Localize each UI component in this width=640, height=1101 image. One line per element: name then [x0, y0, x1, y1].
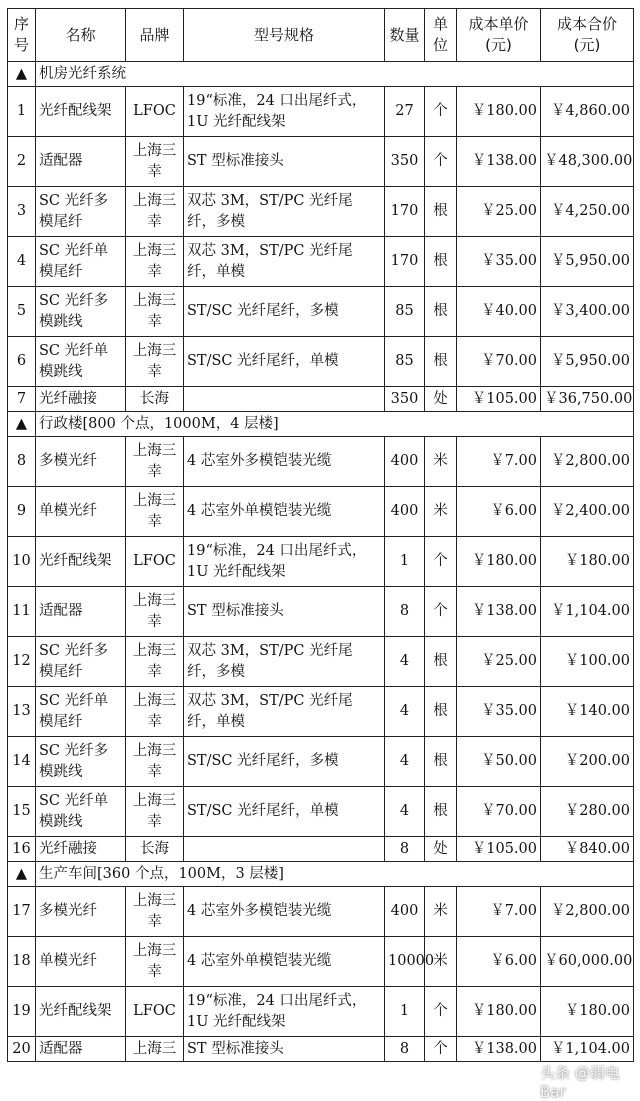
unit-cell: 根: [425, 687, 457, 737]
quantity-cell: 400: [385, 487, 425, 537]
table-row: [8, 737, 634, 787]
quantity-cell: 4: [385, 787, 425, 837]
section-row: [8, 862, 634, 887]
total-price-cell: ￥180.00: [541, 987, 634, 1037]
section-row: [8, 62, 634, 87]
item-name-cell: 光纤融接: [36, 387, 126, 412]
spec-cell: ST/SC 光纤尾纤，单模: [184, 337, 385, 387]
spec-cell: 19“标准，24 口出尾纤式，1U 光纤配线架: [184, 87, 385, 137]
spec-cell: ST 型标准接头: [184, 1037, 385, 1062]
total-price-cell: ￥1,104.00: [541, 587, 634, 637]
spec-cell: 19“标准，24 口出尾纤式，1U 光纤配线架: [184, 987, 385, 1037]
row-no-cell: 7: [8, 387, 36, 412]
table-row: [8, 187, 634, 237]
unit-price-cell: ￥6.00: [457, 937, 541, 987]
item-name-cell: 光纤配线架: [36, 537, 126, 587]
section-marker-icon: ▲: [8, 862, 36, 887]
item-name-cell: 多模光纤: [36, 437, 126, 487]
row-no-cell: 20: [8, 1037, 36, 1062]
unit-cell: 根: [425, 637, 457, 687]
brand-cell: 上海三幸: [126, 437, 184, 487]
brand-cell: LFOC: [126, 987, 184, 1037]
brand-cell: 上海三幸: [126, 487, 184, 537]
unit-cell: 个: [425, 137, 457, 187]
spec-cell: 双芯 3M，ST/PC 光纤尾纤，单模: [184, 237, 385, 287]
unit-price-cell: ￥7.00: [457, 887, 541, 937]
brand-cell: LFOC: [126, 87, 184, 137]
item-name-cell: 适配器: [36, 1037, 126, 1062]
unit-cell: 米: [425, 937, 457, 987]
spec-cell: ST/SC 光纤尾纤，多模: [184, 287, 385, 337]
total-price-cell: ￥4,250.00: [541, 187, 634, 237]
table-row: [8, 387, 634, 412]
header-no: 序号: [8, 9, 36, 62]
unit-price-cell: ￥138.00: [457, 137, 541, 187]
quantity-cell: 85: [385, 337, 425, 387]
unit-cell: 米: [425, 487, 457, 537]
item-name-cell: SC 光纤单模跳线: [36, 787, 126, 837]
row-no-cell: 17: [8, 887, 36, 937]
unit-price-cell: ￥25.00: [457, 187, 541, 237]
unit-cell: 个: [425, 87, 457, 137]
spec-cell: 4 芯室外单模铠装光缆: [184, 487, 385, 537]
section-marker-icon: ▲: [8, 62, 36, 87]
row-no-cell: 14: [8, 737, 36, 787]
unit-price-cell: ￥35.00: [457, 687, 541, 737]
unit-price-cell: ￥138.00: [457, 587, 541, 637]
unit-price-cell: ￥50.00: [457, 737, 541, 787]
brand-cell: 上海三幸: [126, 787, 184, 837]
quantity-cell: 10000: [385, 937, 425, 987]
section-title: 机房光纤系统: [36, 62, 634, 87]
brand-cell: 上海三幸: [126, 937, 184, 987]
row-no-cell: 9: [8, 487, 36, 537]
unit-price-cell: ￥180.00: [457, 537, 541, 587]
table-row: [8, 537, 634, 587]
total-price-cell: ￥36,750.00: [541, 387, 634, 412]
unit-cell: 米: [425, 437, 457, 487]
spec-cell: 4 芯室外多模铠装光缆: [184, 887, 385, 937]
table-row: [8, 287, 634, 337]
row-no-cell: 12: [8, 637, 36, 687]
total-price-cell: ￥2,800.00: [541, 437, 634, 487]
unit-cell: 根: [425, 287, 457, 337]
table-row: [8, 687, 634, 737]
quantity-cell: 170: [385, 187, 425, 237]
item-name-cell: SC 光纤单模跳线: [36, 337, 126, 387]
unit-cell: 个: [425, 987, 457, 1037]
item-name-cell: SC 光纤单模尾纤: [36, 237, 126, 287]
total-price-cell: ￥200.00: [541, 737, 634, 787]
header-total-price: 成本合价(元): [541, 9, 634, 62]
table-row: [8, 587, 634, 637]
quantity-cell: 170: [385, 237, 425, 287]
unit-price-cell: ￥180.00: [457, 87, 541, 137]
item-name-cell: 光纤融接: [36, 837, 126, 862]
quantity-cell: 1: [385, 987, 425, 1037]
total-price-cell: ￥2,400.00: [541, 487, 634, 537]
row-no-cell: 15: [8, 787, 36, 837]
total-price-cell: ￥100.00: [541, 637, 634, 687]
brand-cell: 长海: [126, 837, 184, 862]
total-price-cell: ￥840.00: [541, 837, 634, 862]
unit-price-cell: ￥138.00: [457, 1037, 541, 1062]
table-row: [8, 337, 634, 387]
section-title: 生产车间[360 个点，100M，3 层楼]: [36, 862, 634, 887]
table-row: [8, 837, 634, 862]
quantity-cell: 350: [385, 137, 425, 187]
total-price-cell: ￥48,300.00: [541, 137, 634, 187]
header-row: [8, 9, 634, 62]
spec-cell: 双芯 3M，ST/PC 光纤尾纤，单模: [184, 687, 385, 737]
unit-cell: 根: [425, 737, 457, 787]
spec-cell: ST 型标准接头: [184, 137, 385, 187]
quantity-cell: 8: [385, 1037, 425, 1062]
spec-cell: [184, 387, 385, 412]
item-name-cell: 适配器: [36, 587, 126, 637]
table-row: [8, 237, 634, 287]
quantity-cell: 4: [385, 687, 425, 737]
quantity-cell: 350: [385, 387, 425, 412]
row-no-cell: 4: [8, 237, 36, 287]
unit-cell: 个: [425, 1037, 457, 1062]
unit-cell: 个: [425, 587, 457, 637]
total-price-cell: ￥280.00: [541, 787, 634, 837]
table-row: [8, 987, 634, 1037]
item-name-cell: 单模光纤: [36, 937, 126, 987]
brand-cell: 上海三: [126, 1037, 184, 1062]
row-no-cell: 19: [8, 987, 36, 1037]
header-brand: 品牌: [126, 9, 184, 62]
spec-cell: 双芯 3M，ST/PC 光纤尾纤，多模: [184, 637, 385, 687]
total-price-cell: ￥60,000.00: [541, 937, 634, 987]
table-body: [8, 62, 634, 1062]
item-name-cell: 多模光纤: [36, 887, 126, 937]
brand-cell: 上海三幸: [126, 237, 184, 287]
item-name-cell: 单模光纤: [36, 487, 126, 537]
total-price-cell: ￥1,104.00: [541, 1037, 634, 1062]
row-no-cell: 5: [8, 287, 36, 337]
unit-cell: 根: [425, 237, 457, 287]
section-marker-icon: ▲: [8, 412, 36, 437]
unit-cell: 处: [425, 387, 457, 412]
spec-cell: [184, 837, 385, 862]
row-no-cell: 16: [8, 837, 36, 862]
unit-price-cell: ￥35.00: [457, 237, 541, 287]
unit-cell: 根: [425, 187, 457, 237]
spec-cell: 双芯 3M，ST/PC 光纤尾纤，多模: [184, 187, 385, 237]
table-row: [8, 437, 634, 487]
row-no-cell: 11: [8, 587, 36, 637]
unit-price-cell: ￥105.00: [457, 837, 541, 862]
row-no-cell: 1: [8, 87, 36, 137]
spec-cell: 4 芯室外单模铠装光缆: [184, 937, 385, 987]
quantity-cell: 4: [385, 737, 425, 787]
brand-cell: 上海三幸: [126, 737, 184, 787]
spec-cell: ST/SC 光纤尾纤，单模: [184, 787, 385, 837]
spec-cell: ST/SC 光纤尾纤，多模: [184, 737, 385, 787]
item-name-cell: 光纤配线架: [36, 987, 126, 1037]
watermark: 头条 @弱电Bar: [540, 1064, 620, 1101]
header-unit-price: 成本单价(元): [457, 9, 541, 62]
item-name-cell: SC 光纤多模尾纤: [36, 187, 126, 237]
row-no-cell: 13: [8, 687, 36, 737]
row-no-cell: 10: [8, 537, 36, 587]
total-price-cell: ￥4,860.00: [541, 87, 634, 137]
unit-cell: 个: [425, 537, 457, 587]
unit-price-cell: ￥70.00: [457, 337, 541, 387]
unit-cell: 处: [425, 837, 457, 862]
brand-cell: 上海三幸: [126, 137, 184, 187]
table-row: [8, 1037, 634, 1062]
brand-cell: 上海三幸: [126, 887, 184, 937]
quantity-cell: 1: [385, 537, 425, 587]
quantity-cell: 4: [385, 637, 425, 687]
brand-cell: 上海三幸: [126, 587, 184, 637]
brand-cell: 上海三幸: [126, 637, 184, 687]
brand-cell: LFOC: [126, 537, 184, 587]
spec-cell: 19“标准，24 口出尾纤式，1U 光纤配线架: [184, 537, 385, 587]
unit-cell: 根: [425, 787, 457, 837]
table-row: [8, 887, 634, 937]
header-name: 名称: [36, 9, 126, 62]
quantity-cell: 27: [385, 87, 425, 137]
quantity-cell: 8: [385, 837, 425, 862]
unit-cell: 米: [425, 887, 457, 937]
total-price-cell: ￥5,950.00: [541, 337, 634, 387]
total-price-cell: ￥3,400.00: [541, 287, 634, 337]
unit-price-cell: ￥7.00: [457, 437, 541, 487]
total-price-cell: ￥5,950.00: [541, 237, 634, 287]
item-name-cell: 光纤配线架: [36, 87, 126, 137]
total-price-cell: ￥140.00: [541, 687, 634, 737]
row-no-cell: 6: [8, 337, 36, 387]
table-row: [8, 787, 634, 837]
brand-cell: 上海三幸: [126, 337, 184, 387]
brand-cell: 长海: [126, 387, 184, 412]
table-row: [8, 137, 634, 187]
brand-cell: 上海三幸: [126, 687, 184, 737]
header-qty: 数量: [385, 9, 425, 62]
row-no-cell: 18: [8, 937, 36, 987]
brand-cell: 上海三幸: [126, 187, 184, 237]
section-title: 行政楼[800 个点，1000M，4 层楼]: [36, 412, 634, 437]
section-row: [8, 412, 634, 437]
item-name-cell: SC 光纤多模尾纤: [36, 637, 126, 687]
equipment-cost-table: [7, 8, 634, 1062]
unit-price-cell: ￥6.00: [457, 487, 541, 537]
total-price-cell: ￥180.00: [541, 537, 634, 587]
row-no-cell: 3: [8, 187, 36, 237]
unit-price-cell: ￥25.00: [457, 637, 541, 687]
quantity-cell: 400: [385, 437, 425, 487]
table-row: [8, 637, 634, 687]
unit-price-cell: ￥40.00: [457, 287, 541, 337]
row-no-cell: 8: [8, 437, 36, 487]
row-no-cell: 2: [8, 137, 36, 187]
item-name-cell: SC 光纤单模尾纤: [36, 687, 126, 737]
spec-cell: 4 芯室外多模铠装光缆: [184, 437, 385, 487]
unit-price-cell: ￥180.00: [457, 987, 541, 1037]
item-name-cell: 适配器: [36, 137, 126, 187]
unit-price-cell: ￥105.00: [457, 387, 541, 412]
total-price-cell: ￥2,800.00: [541, 887, 634, 937]
quantity-cell: 85: [385, 287, 425, 337]
table-row: [8, 937, 634, 987]
brand-cell: 上海三幸: [126, 287, 184, 337]
quantity-cell: 400: [385, 887, 425, 937]
table-row: [8, 87, 634, 137]
item-name-cell: SC 光纤多模跳线: [36, 287, 126, 337]
unit-price-cell: ￥70.00: [457, 787, 541, 837]
table-row: [8, 487, 634, 537]
item-name-cell: SC 光纤多模跳线: [36, 737, 126, 787]
header-unit: 单位: [425, 9, 457, 62]
spec-cell: ST 型标准接头: [184, 587, 385, 637]
quantity-cell: 8: [385, 587, 425, 637]
header-spec: 型号规格: [184, 9, 385, 62]
unit-cell: 根: [425, 337, 457, 387]
